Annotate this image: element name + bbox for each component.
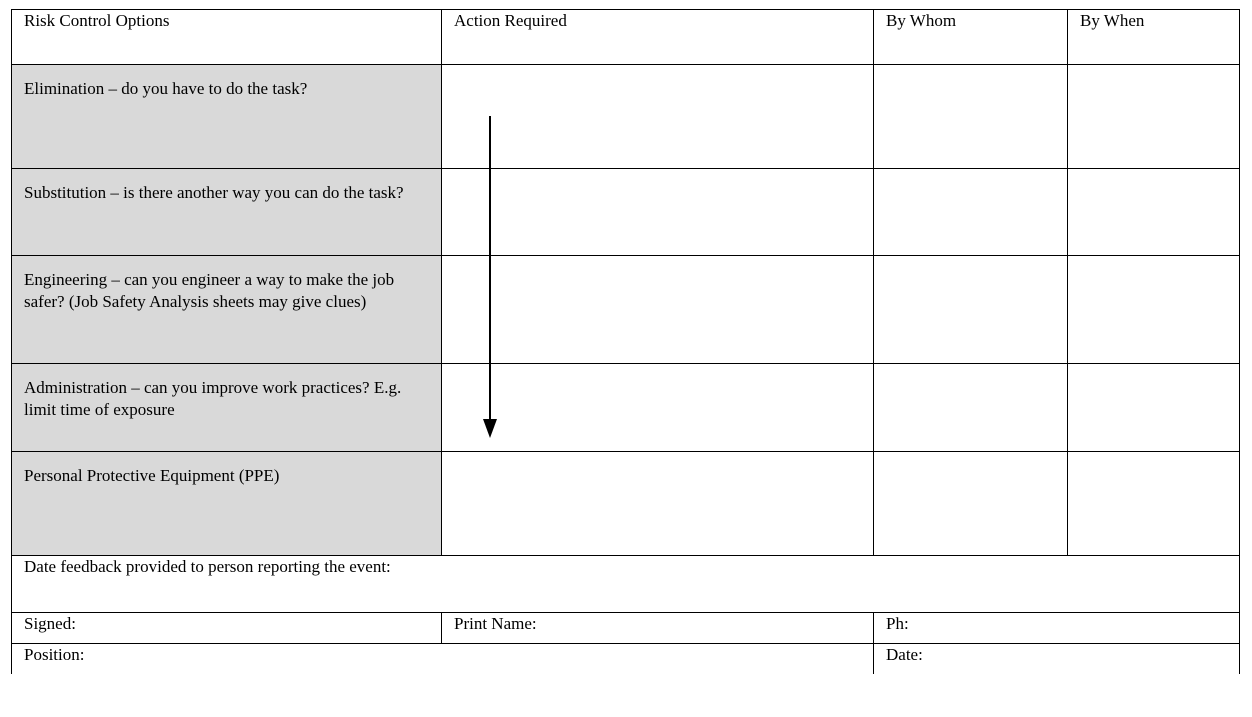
option-engineering: Engineering – can you engineer a way to make the job safer? (Job Safety Analysis sheets may give clues) bbox=[12, 256, 442, 364]
header-risk-control-options: Risk Control Options bbox=[12, 10, 442, 65]
signature-row bbox=[12, 613, 1240, 644]
print-name-field[interactable]: Print Name: bbox=[442, 613, 874, 644]
position-row bbox=[12, 644, 1240, 675]
action-required-cell[interactable] bbox=[442, 65, 874, 169]
by-when-cell[interactable] bbox=[1068, 169, 1240, 256]
table-row bbox=[12, 169, 1240, 256]
hierarchy-arrow-icon bbox=[480, 116, 500, 440]
by-whom-cell[interactable] bbox=[874, 65, 1068, 169]
table-header-row bbox=[12, 10, 1240, 65]
signed-field[interactable]: Signed: bbox=[12, 613, 442, 644]
table-row bbox=[12, 452, 1240, 556]
header-action-required: Action Required bbox=[442, 10, 874, 65]
action-required-cell[interactable] bbox=[442, 256, 874, 364]
by-when-cell[interactable] bbox=[1068, 256, 1240, 364]
by-whom-cell[interactable] bbox=[874, 452, 1068, 556]
header-by-whom: By Whom bbox=[874, 10, 1068, 65]
phone-field[interactable]: Ph: bbox=[874, 613, 1240, 644]
by-when-cell[interactable] bbox=[1068, 65, 1240, 169]
feedback-date-field[interactable]: Date feedback provided to person reporting the event: bbox=[12, 556, 1240, 613]
option-elimination: Elimination – do you have to do the task? bbox=[12, 65, 442, 169]
action-required-cell[interactable] bbox=[442, 169, 874, 256]
risk-control-table bbox=[11, 9, 1240, 674]
table-row bbox=[12, 364, 1240, 452]
by-when-cell[interactable] bbox=[1068, 452, 1240, 556]
by-whom-cell[interactable] bbox=[874, 169, 1068, 256]
option-administration: Administration – can you improve work practices? E.g. limit time of exposure bbox=[12, 364, 442, 452]
by-when-cell[interactable] bbox=[1068, 364, 1240, 452]
table-row bbox=[12, 65, 1240, 169]
action-required-cell[interactable] bbox=[442, 364, 874, 452]
by-whom-cell[interactable] bbox=[874, 256, 1068, 364]
action-required-cell[interactable] bbox=[442, 452, 874, 556]
by-whom-cell[interactable] bbox=[874, 364, 1068, 452]
header-by-when: By When bbox=[1068, 10, 1240, 65]
feedback-row bbox=[12, 556, 1240, 613]
option-substitution: Substitution – is there another way you can do the task? bbox=[12, 169, 442, 256]
date-field[interactable]: Date: bbox=[874, 644, 1240, 675]
option-ppe: Personal Protective Equipment (PPE) bbox=[12, 452, 442, 556]
position-field[interactable]: Position: bbox=[12, 644, 874, 675]
table-row bbox=[12, 256, 1240, 364]
